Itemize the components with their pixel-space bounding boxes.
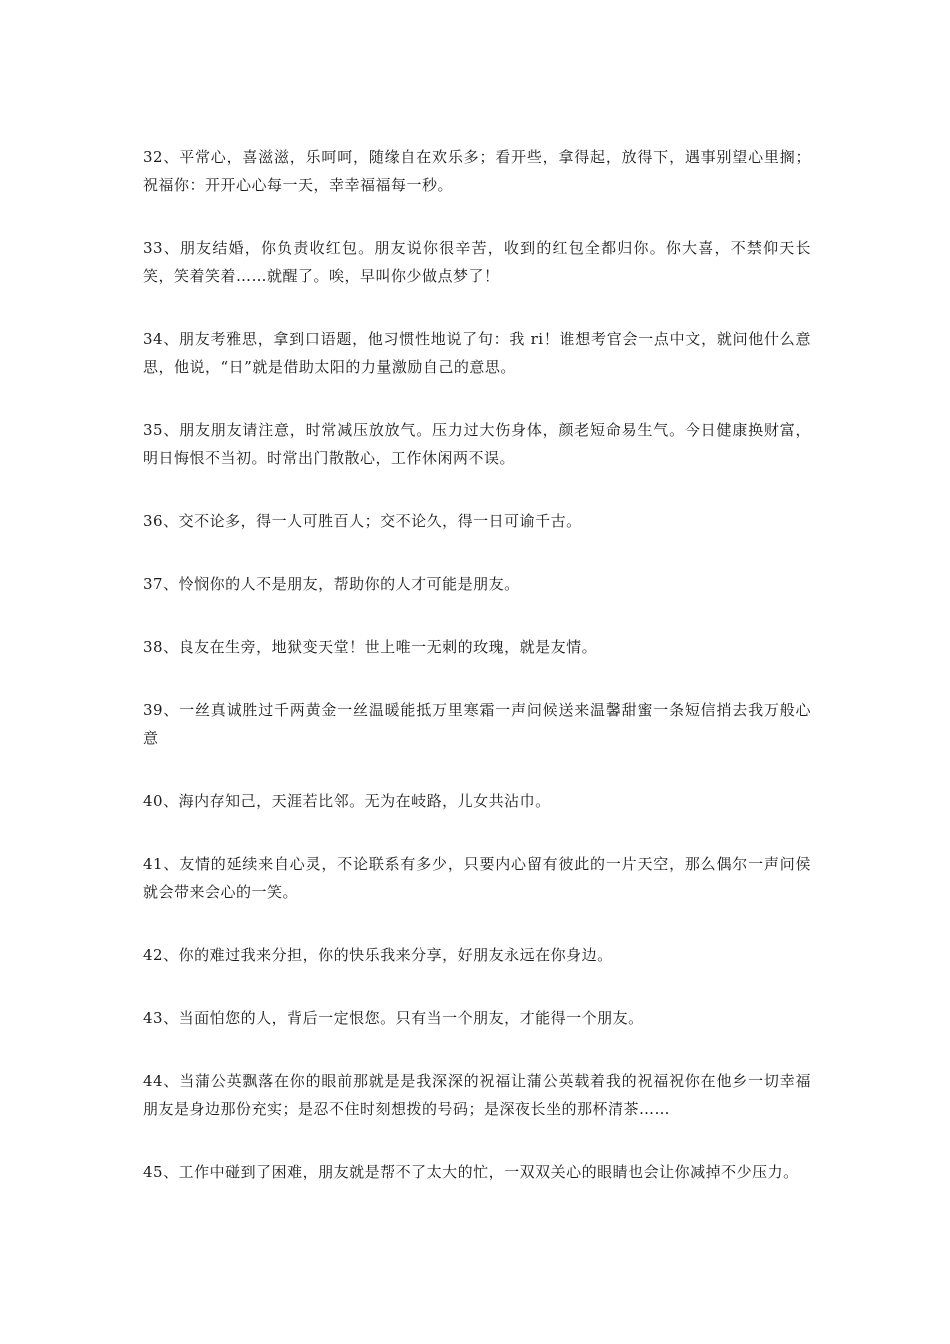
- list-item: 37、怜悯你的人不是朋友，帮助你的人才可能是朋友。: [143, 575, 520, 593]
- list-item: 32、平常心，喜滋滋，乐呵呵，随缘自在欢乐多；看开些，拿得起，放得下，遇事别望心里搁；祝福你：开开心心每一天，幸幸福福每一秒。: [143, 148, 811, 194]
- list-item: 44、当蒲公英飘落在你的眼前那就是是我深深的祝福让蒲公英载着我的祝福祝你在他乡一切幸福朋友是身边那份充实；是忍不住时刻想拨的号码；是深夜长坐的那杯清茶……: [143, 1072, 811, 1118]
- entry-list: [143, 143, 811, 1221]
- list-item: 43、当面怕您的人，背后一定恨您。只有当一个朋友，才能得一个朋友。: [143, 1009, 644, 1027]
- list-item: 42、你的难过我来分担，你的快乐我来分享，好朋友永远在你身边。: [143, 946, 613, 964]
- list-item: 45、工作中碰到了困难，朋友就是帮不了太大的忙，一双双关心的眼睛也会让你减掉不少压力。: [143, 1163, 799, 1181]
- list-item: 39、一丝真诚胜过千两黄金一丝温暖能抵万里寒霜一声问候送来温馨甜蜜一条短信捎去我万般心意: [143, 701, 811, 747]
- list-item: 38、良友在生旁，地狱变天堂！世上唯一无刺的玫瑰，就是友情。: [143, 638, 598, 656]
- list-item: 35、朋友朋友请注意，时常减压放放气。压力过大伤身体，颜老短命易生气。今日健康换财富，明日悔恨不当初。时常出门散散心，工作休闲两不误。: [143, 421, 811, 467]
- list-item: 36、交不论多，得一人可胜百人；交不论久，得一日可谕千古。: [143, 512, 582, 530]
- list-item: 34、朋友考雅思，拿到口语题，他习惯性地说了句：我 ri！谁想考官会一点中文，就问他什么意思，他说，“日”就是借助太阳的力量激励自己的意思。: [143, 330, 811, 376]
- list-item: 40、海内存知己，天涯若比邻。无为在岐路，儿女共沾巾。: [143, 792, 551, 810]
- list-item: 33、朋友结婚，你负责收红包。朋友说你很辛苦，收到的红包全都归你。你大喜，不禁仰天长笑，笑着笑着……就醒了。唉，早叫你少做点梦了！: [143, 239, 811, 285]
- list-item: 41、友情的延续来自心灵，不论联系有多少，只要内心留有彼此的一片天空，那么偶尔一声问侯就会带来会心的一笑。: [143, 855, 811, 901]
